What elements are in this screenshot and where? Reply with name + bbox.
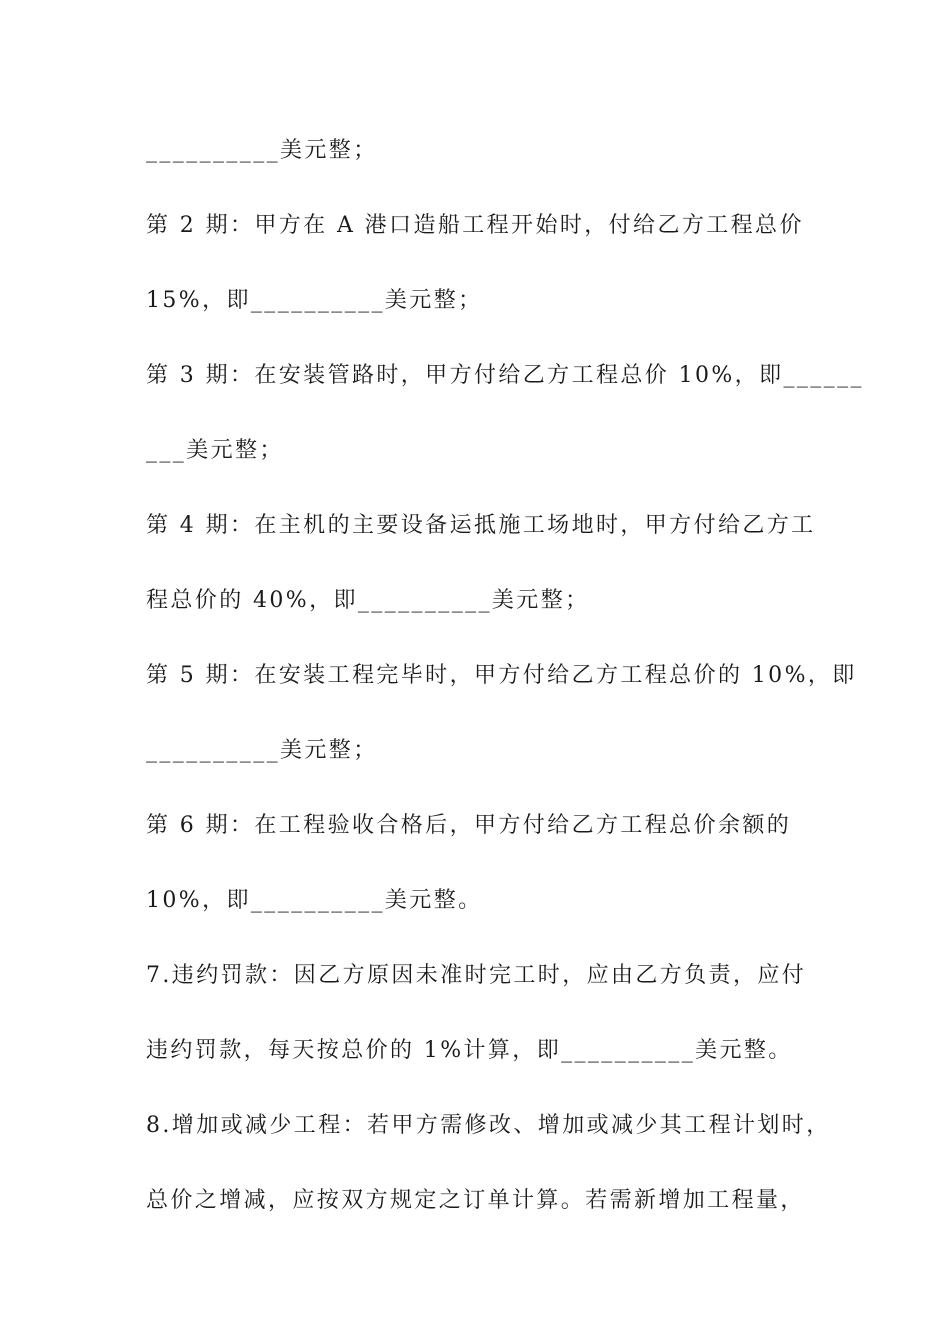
text-line: __________美元整； <box>146 738 378 763</box>
text-line: 违约罚款，每天按总价的 1%计算，即__________美元整。 <box>146 1038 793 1063</box>
text-line: 第 3 期：在安装管路时，甲方付给乙方工程总价 10%，即______ <box>146 363 864 388</box>
text-line: 15%，即__________美元整； <box>146 288 483 313</box>
text-line: 7.违约罚款：因乙方原因未准时完工时，应由乙方负责，应付 <box>146 963 807 988</box>
text-line: ___美元整； <box>146 438 284 463</box>
text-line: 程总价的 40%，即__________美元整； <box>146 588 590 613</box>
text-line: 第 6 期：在工程验收合格后，甲方付给乙方工程总价余额的 <box>146 813 792 838</box>
text-line: 8.增加或减少工程：若甲方需修改、增加或减少其工程计划时， <box>146 1113 831 1138</box>
text-line: 第 4 期：在主机的主要设备运抵施工场地时，甲方付给乙方工 <box>146 513 816 538</box>
text-line: 10%，即__________美元整。 <box>146 888 483 913</box>
text-line: 第 2 期：甲方在 A 港口造船工程开始时，付给乙方工程总价 <box>146 213 804 238</box>
text-line: __________美元整； <box>146 138 378 163</box>
text-line: 第 5 期：在安装工程完毕时，甲方付给乙方工程总价的 10%，即 <box>146 663 857 688</box>
text-line: 总价之增减，应按双方规定之订单计算。若需新增加工程量， <box>146 1188 805 1213</box>
